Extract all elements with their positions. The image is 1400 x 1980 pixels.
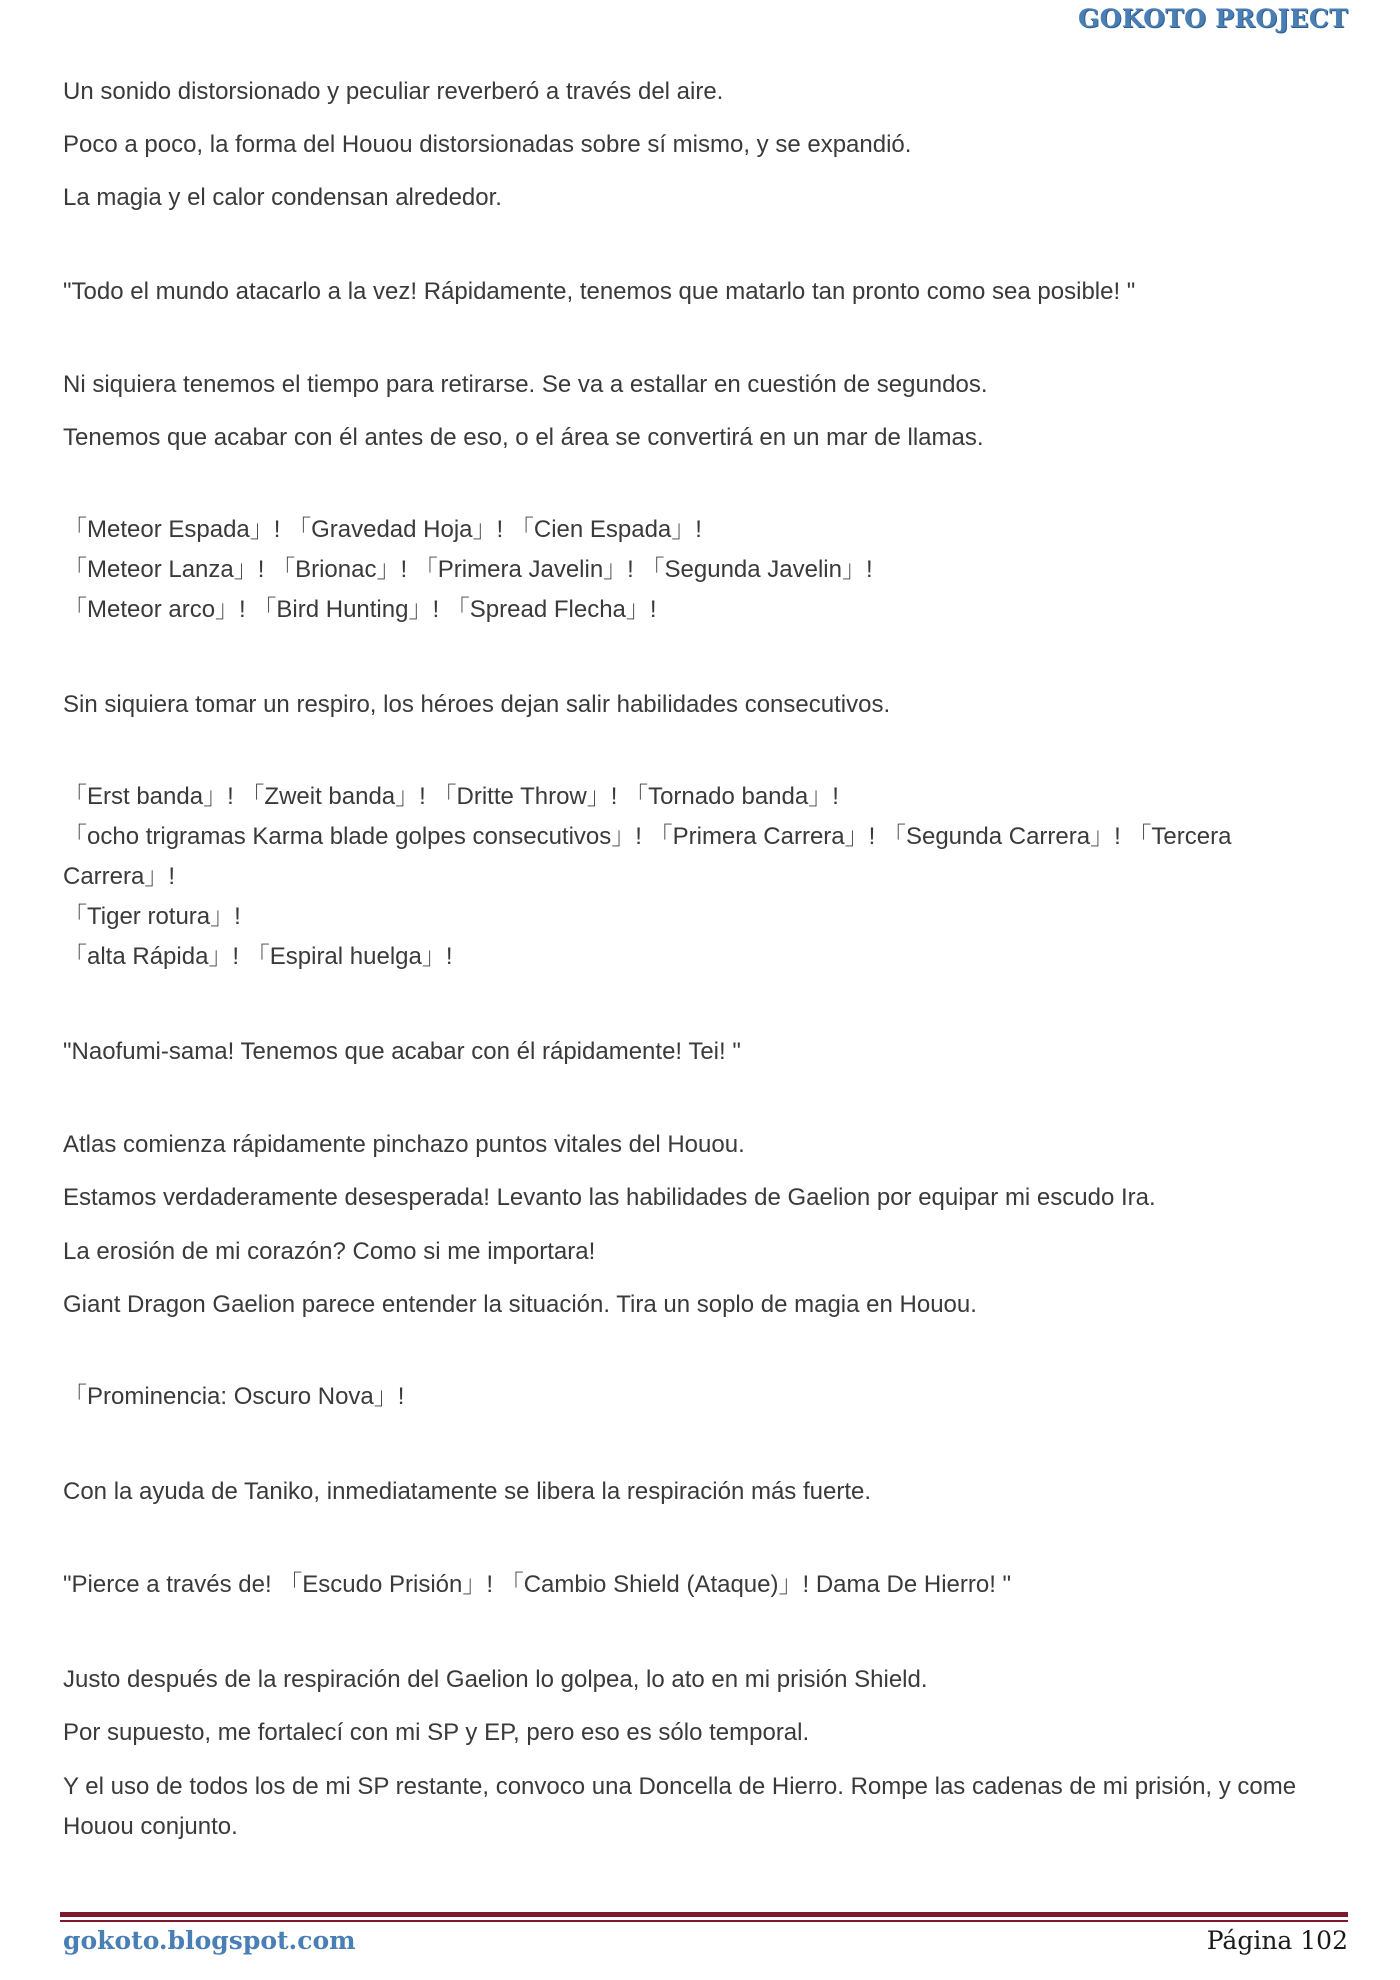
dialogue-line: "Todo el mundo atacarlo a la vez! Rápidamente, tenemos que matarlo tan pronto como sea posible! " xyxy=(63,278,1136,305)
paragraph-line: Justo después de la respiración del Gaelion lo golpea, lo ato en mi prisión Shield. xyxy=(63,1666,928,1693)
paragraph-line: Por supuesto, me fortalecí con mi SP y EP, pero eso es sólo temporal. xyxy=(63,1719,810,1746)
paragraph-line: Un sonido distorsionado y peculiar reverberó a través del aire. xyxy=(63,78,724,105)
page-number: Página 102 xyxy=(1206,1926,1348,1955)
paragraph-line: Giant Dragon Gaelion parece entender la situación. Tira un soplo de magia en Houou. xyxy=(63,1291,977,1318)
paragraph-line: Con la ayuda de Taniko, inmediatamente se libera la respiración más fuerte. xyxy=(63,1478,872,1505)
skill-line: 「ocho trigramas Karma blade golpes consecutivos」! 「Primera Carrera」! 「Segunda Carrera」! 「Tercera xyxy=(63,823,1232,850)
skill-line: 「Tiger rotura」! xyxy=(63,903,241,930)
footer-site-link[interactable]: gokoto.blogspot.com xyxy=(63,1926,356,1955)
paragraph-line: La erosión de mi corazón? Como si me importara! xyxy=(63,1238,596,1265)
paragraph-line: Sin siquiera tomar un respiro, los héroes dejan salir habilidades consecutivos. xyxy=(63,691,891,718)
paragraph-line: Estamos verdaderamente desesperada! Levanto las habilidades de Gaelion por equipar mi escudo Ira. xyxy=(63,1184,1156,1211)
footer-divider-thin xyxy=(60,1920,1348,1922)
skill-line: 「Meteor Espada」! 「Gravedad Hoja」! 「Cien Espada」! xyxy=(63,516,702,543)
paragraph-line: Tenemos que acabar con él antes de eso, o el área se convertirá en un mar de llamas. xyxy=(63,424,984,451)
paragraph-line: Atlas comienza rápidamente pinchazo puntos vitales del Houou. xyxy=(63,1131,745,1158)
skill-line: 「Meteor Lanza」! 「Brionac」! 「Primera Javelin」! 「Segunda Javelin」! xyxy=(63,556,873,583)
skill-line: 「Prominencia: Oscuro Nova」! xyxy=(63,1383,405,1410)
paragraph-line: Poco a poco, la forma del Houou distorsionadas sobre sí mismo, y se expandió. xyxy=(63,131,912,158)
skill-line: Carrera」! xyxy=(63,863,176,890)
skill-line: 「Meteor arco」! 「Bird Hunting」! 「Spread Flecha」! xyxy=(63,596,657,623)
dialogue-line: "Pierce a través de! 「Escudo Prisión」! 「Cambio Shield (Ataque)」! Dama De Hierro! " xyxy=(63,1571,1012,1598)
skill-line: 「alta Rápida」! 「Espiral huelga」! xyxy=(63,943,453,970)
header-logo: GOKOTO PROJECT xyxy=(1078,4,1348,33)
paragraph-line: La magia y el calor condensan alrededor. xyxy=(63,184,502,211)
footer-divider xyxy=(60,1912,1348,1917)
paragraph-line: Ni siquiera tenemos el tiempo para retirarse. Se va a estallar en cuestión de segundos. xyxy=(63,371,988,398)
paragraph-line: Houou conjunto. xyxy=(63,1813,238,1840)
paragraph-line: Y el uso de todos los de mi SP restante, convoco una Doncella de Hierro. Rompe las cadenas de mi prisión, y come xyxy=(63,1773,1297,1800)
dialogue-line: "Naofumi-sama! Tenemos que acabar con él rápidamente! Tei! " xyxy=(63,1038,741,1065)
skill-line: 「Erst banda」! 「Zweit banda」! 「Dritte Throw」! 「Tornado banda」! xyxy=(63,783,839,810)
